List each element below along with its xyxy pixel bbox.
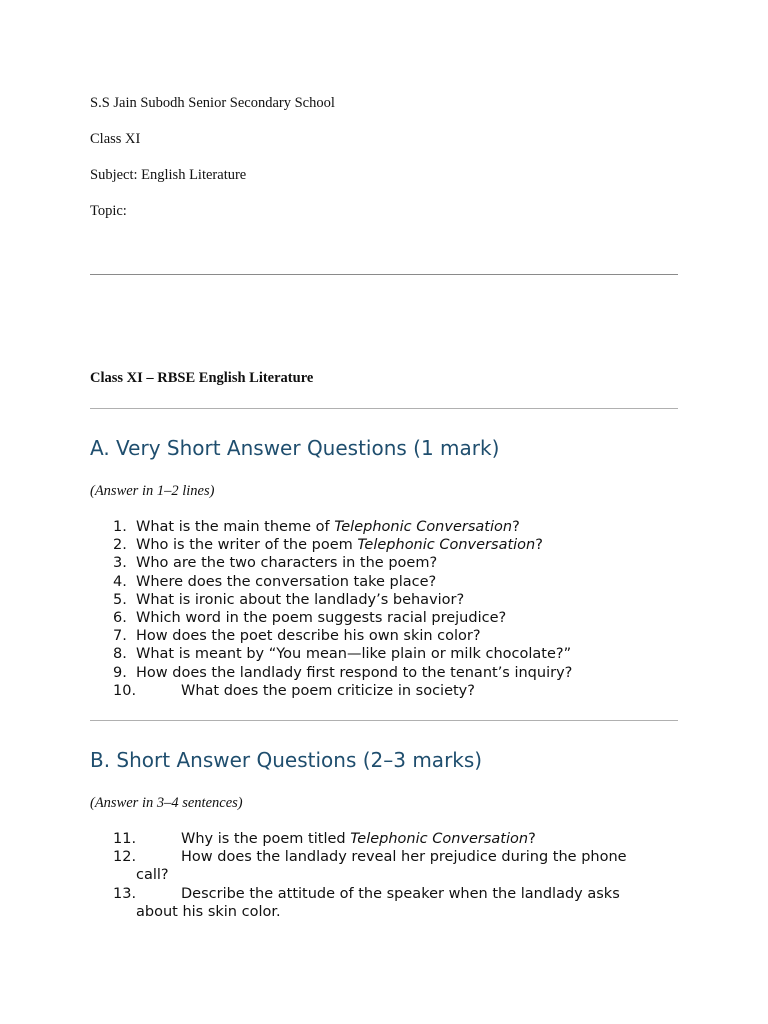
- section-a-note: (Answer in 1–2 lines): [90, 483, 215, 499]
- question-text: Why is the poem titled: [181, 831, 351, 847]
- question-text: What is meant by “You mean—like plain or milk chocolate?”: [136, 646, 572, 663]
- question-text: How does the poet describe his own skin color?: [136, 628, 481, 645]
- question-number: 4.: [113, 573, 127, 590]
- question-item: [0, 645, 768, 663]
- question-number: 7.: [113, 628, 127, 645]
- question-text: What is ironic about the landlady’s behavior?: [136, 591, 465, 608]
- question-number: 11.: [113, 831, 137, 847]
- question-number: 10.: [113, 682, 137, 699]
- question-item: [0, 591, 768, 609]
- question-item: [0, 609, 768, 627]
- question-text-end: ?: [528, 831, 536, 847]
- question-item: [0, 573, 768, 591]
- section-b-heading: B. Short Answer Questions (2–3 marks): [90, 748, 483, 772]
- question-number: 8.: [113, 646, 127, 663]
- question-text: Which word in the poem suggests racial prejudice?: [136, 610, 507, 627]
- poem-title: Telephonic Conversation: [357, 537, 536, 554]
- question-item: [0, 536, 768, 554]
- question-item: [0, 885, 768, 921]
- question-number: 6.: [113, 610, 127, 627]
- question-item: [0, 664, 768, 682]
- question-number: 1.: [113, 519, 127, 535]
- question-item: [0, 848, 768, 884]
- topic-label: Topic:: [90, 203, 127, 219]
- question-item: [0, 627, 768, 645]
- header-divider: [90, 274, 678, 275]
- question-item: [0, 554, 768, 572]
- question-text: Who are the two characters in the poem?: [136, 555, 438, 572]
- section-divider: [90, 720, 678, 721]
- section-b-question-list: [0, 830, 768, 921]
- section-divider: [90, 408, 678, 409]
- question-item: [0, 682, 768, 700]
- section-a-heading: A. Very Short Answer Questions (1 mark): [90, 436, 500, 460]
- question-text: What does the poem criticize in society?: [181, 682, 475, 699]
- question-item: [0, 830, 768, 848]
- question-text: Where does the conversation take place?: [136, 573, 437, 590]
- question-number: 5.: [113, 591, 127, 608]
- class-label: Class XI: [90, 131, 141, 147]
- school-name: S.S Jain Subodh Senior Secondary School: [90, 95, 335, 111]
- section-a-question-list: [0, 518, 768, 700]
- poem-title: Telephonic Conversation: [334, 519, 513, 535]
- question-number: 13.: [113, 885, 137, 902]
- question-number: 2.: [113, 537, 127, 554]
- question-text: Describe the attitude of the speaker when the landlady asks about his skin color.: [136, 885, 620, 920]
- poem-title: Telephonic Conversation: [350, 831, 529, 847]
- subject-label: Subject: English Literature: [90, 167, 247, 183]
- question-item: [0, 518, 768, 536]
- question-text: What is the main theme of: [136, 519, 335, 535]
- question-text: Who is the writer of the poem: [136, 537, 358, 554]
- question-number: 3.: [113, 555, 127, 572]
- question-text: How does the landlady first respond to the tenant’s inquiry?: [136, 664, 573, 681]
- question-text: How does the landlady reveal her prejudice during the phone call?: [136, 849, 627, 884]
- question-number: 9.: [113, 664, 127, 681]
- question-number: 12.: [113, 849, 137, 866]
- section-b-note: (Answer in 3–4 sentences): [90, 795, 243, 811]
- question-text-end: ?: [512, 519, 520, 535]
- question-text-end: ?: [535, 537, 543, 554]
- document-title: Class XI – RBSE English Literature: [90, 370, 314, 386]
